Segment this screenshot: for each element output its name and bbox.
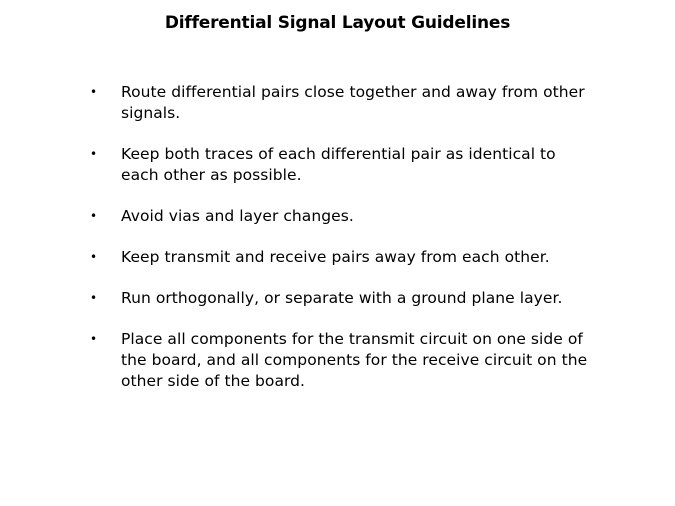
- bullet-item: [90, 144, 590, 186]
- bullet-dot-icon: •: [90, 332, 98, 346]
- slide-title: Differential Signal Layout Guidelines: [164, 13, 511, 33]
- bullet-text: Route differential pairs close together and away from other signals.: [121, 83, 585, 122]
- bullet-dot-icon: •: [90, 291, 98, 305]
- bullet-item: [90, 247, 590, 268]
- bullet-text: Keep both traces of each differential pair as identical to each other as possible.: [121, 145, 556, 184]
- bullet-item: [90, 288, 590, 309]
- bullet-list: [90, 82, 590, 392]
- bullet-text: Place all components for the transmit circuit on one side of the board, and all components for the receive circuit on the other side of the board.: [121, 330, 588, 390]
- bullet-item: [90, 206, 590, 227]
- bullet-dot-icon: •: [90, 250, 98, 264]
- bullet-text: Avoid vias and layer changes.: [121, 207, 354, 225]
- bullet-dot-icon: •: [90, 209, 98, 223]
- bullet-text: Keep transmit and receive pairs away from each other.: [121, 248, 550, 266]
- bullet-item: [90, 329, 590, 392]
- bullet-item: [90, 82, 590, 124]
- bullet-dot-icon: •: [90, 147, 98, 161]
- bullet-dot-icon: •: [90, 85, 98, 99]
- bullet-text: Run orthogonally, or separate with a ground plane layer.: [121, 289, 563, 307]
